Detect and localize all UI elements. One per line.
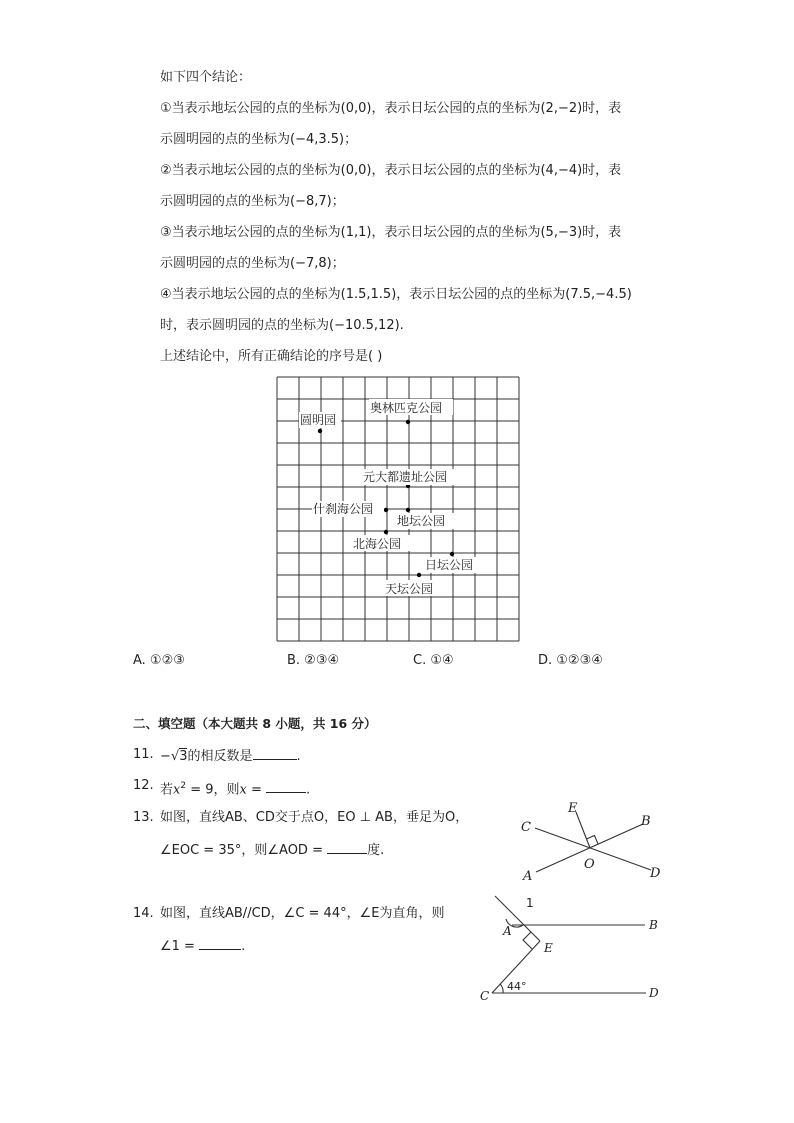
option-a[interactable]: A. ①②③ <box>133 653 185 668</box>
fig13-label-d: D <box>650 866 661 881</box>
q13-line2a: ∠EOC = 35°，则∠AOD = <box>160 843 328 858</box>
point-tiantan <box>417 573 421 577</box>
fig13-label-a: A <box>523 869 533 884</box>
q14-line2b: . <box>241 939 246 954</box>
q12-end: . <box>306 782 311 798</box>
conclusion-3-line2: 示圆明园的点的坐标为(−7,8)； <box>160 256 345 271</box>
q12-var-x: x <box>173 782 181 798</box>
q14-figure <box>470 890 670 1008</box>
q13-figure <box>510 798 680 888</box>
q11-text <box>160 747 301 765</box>
label-shichahai: 什刹海公园 <box>313 502 374 516</box>
q14-line1: 如图，直线AB//CD，∠C = 44°，∠E为直角，则 <box>160 906 445 921</box>
sqrt-symbol: √ <box>170 749 180 764</box>
q11-body: 的相反数是 <box>187 749 253 764</box>
q12-number: 12. <box>133 778 154 793</box>
q14-line2 <box>160 937 245 955</box>
line-eo <box>576 812 590 848</box>
angle-c-arc <box>500 984 503 993</box>
conclusion-2-line1: ②当表示地坛公园的点的坐标为(0,0)，表示日坛公园的点的坐标为(4,−4)时，表 <box>160 163 622 178</box>
label-aolinpike: 奥林匹克公园 <box>370 401 443 415</box>
q13-line2b: 度. <box>367 843 385 858</box>
point-ritan <box>450 552 454 556</box>
option-c[interactable]: C. ①④ <box>413 653 454 668</box>
point-yuanmingyuan <box>318 429 322 433</box>
fig14-label-44: 44° <box>507 980 527 993</box>
fig14-label-a: A <box>503 924 512 938</box>
fig13-label-o: O <box>584 857 595 872</box>
label-beihai: 北海公园 <box>353 537 402 551</box>
q12-var-x2: x <box>239 782 247 798</box>
q12-mid2: = <box>246 782 267 798</box>
label-yuanmingyuan: 圆明园 <box>300 413 337 427</box>
park-map-figure <box>272 372 524 644</box>
q14-answer-blank[interactable] <box>199 937 241 950</box>
fig13-label-c: C <box>521 820 531 835</box>
fig13-label-e: E <box>568 801 578 816</box>
conclusion-2-line2: 示圆明园的点的坐标为(−8,7)； <box>160 194 345 209</box>
fig14-label-b: B <box>649 918 658 932</box>
option-d[interactable]: D. ①②③④ <box>538 653 603 668</box>
fig14-label-c: C <box>480 989 490 1003</box>
q12-exponent: 2 <box>180 781 187 791</box>
map-labels <box>299 399 482 596</box>
point-aolinpike <box>406 420 410 424</box>
q11-radicand: 3 <box>179 749 188 764</box>
section-title: 二、填空题（本大题共 8 小题，共 16 分） <box>133 716 377 731</box>
q12-answer-blank[interactable] <box>266 780 306 793</box>
conclusion-1-line1: ①当表示地坛公园的点的坐标为(0,0)，表示日坛公园的点的坐标为(2,−2)时，表 <box>160 101 622 116</box>
q14-number: 14. <box>133 906 154 921</box>
conclusion-4-line2: 时，表示圆明园的点的坐标为(−10.5,12). <box>160 318 404 333</box>
q12-pre: 若 <box>160 782 174 798</box>
point-ditan <box>406 508 410 512</box>
q14-line2a: ∠1 = <box>160 939 200 954</box>
option-b[interactable]: B. ②③④ <box>287 653 340 668</box>
q13-number: 13. <box>133 810 154 825</box>
q12-mid1: = 9，则 <box>186 782 240 798</box>
fig13-label-b: B <box>641 814 651 829</box>
conclusion-4-line1: ④当表示地坛公园的点的坐标为(1.5,1.5)，表示日坛公园的点的坐标为(7.5,−4.5) <box>160 287 632 302</box>
q11-number: 11. <box>133 747 154 762</box>
question-text: 上述结论中，所有正确结论的序号是( ) <box>160 349 383 364</box>
q11-answer-blank[interactable] <box>253 747 297 760</box>
q11-end: . <box>296 749 301 764</box>
label-ditan: 地坛公园 <box>397 514 446 528</box>
point-beihai <box>384 530 388 534</box>
fig14-label-d: D <box>649 986 659 1000</box>
label-tiantan: 天坛公园 <box>385 582 434 596</box>
intro-text: 如下四个结论： <box>160 70 252 85</box>
q13-answer-blank[interactable] <box>327 841 367 854</box>
point-shichahai <box>384 508 388 512</box>
conclusion-1-line2: 示圆明园的点的坐标为(−4,3.5)； <box>160 132 358 147</box>
fig14-label-1: 1 <box>526 896 534 910</box>
label-yuandadu: 元大都遗址公园 <box>363 470 448 484</box>
conclusion-3-line1: ③当表示地坛公园的点的坐标为(1,1)，表示日坛公园的点的坐标为(5,−3)时，表 <box>160 225 622 240</box>
q12-text <box>160 778 310 798</box>
right-angle-mark <box>523 932 532 949</box>
q13-line2 <box>160 841 384 859</box>
q11-minus: − <box>160 749 171 764</box>
label-ritan: 日坛公园 <box>425 558 474 572</box>
fig14-label-e: E <box>544 941 553 955</box>
q13-line1: 如图，直线AB、CD交于点O，EO ⊥ AB，垂足为O， <box>160 810 469 825</box>
